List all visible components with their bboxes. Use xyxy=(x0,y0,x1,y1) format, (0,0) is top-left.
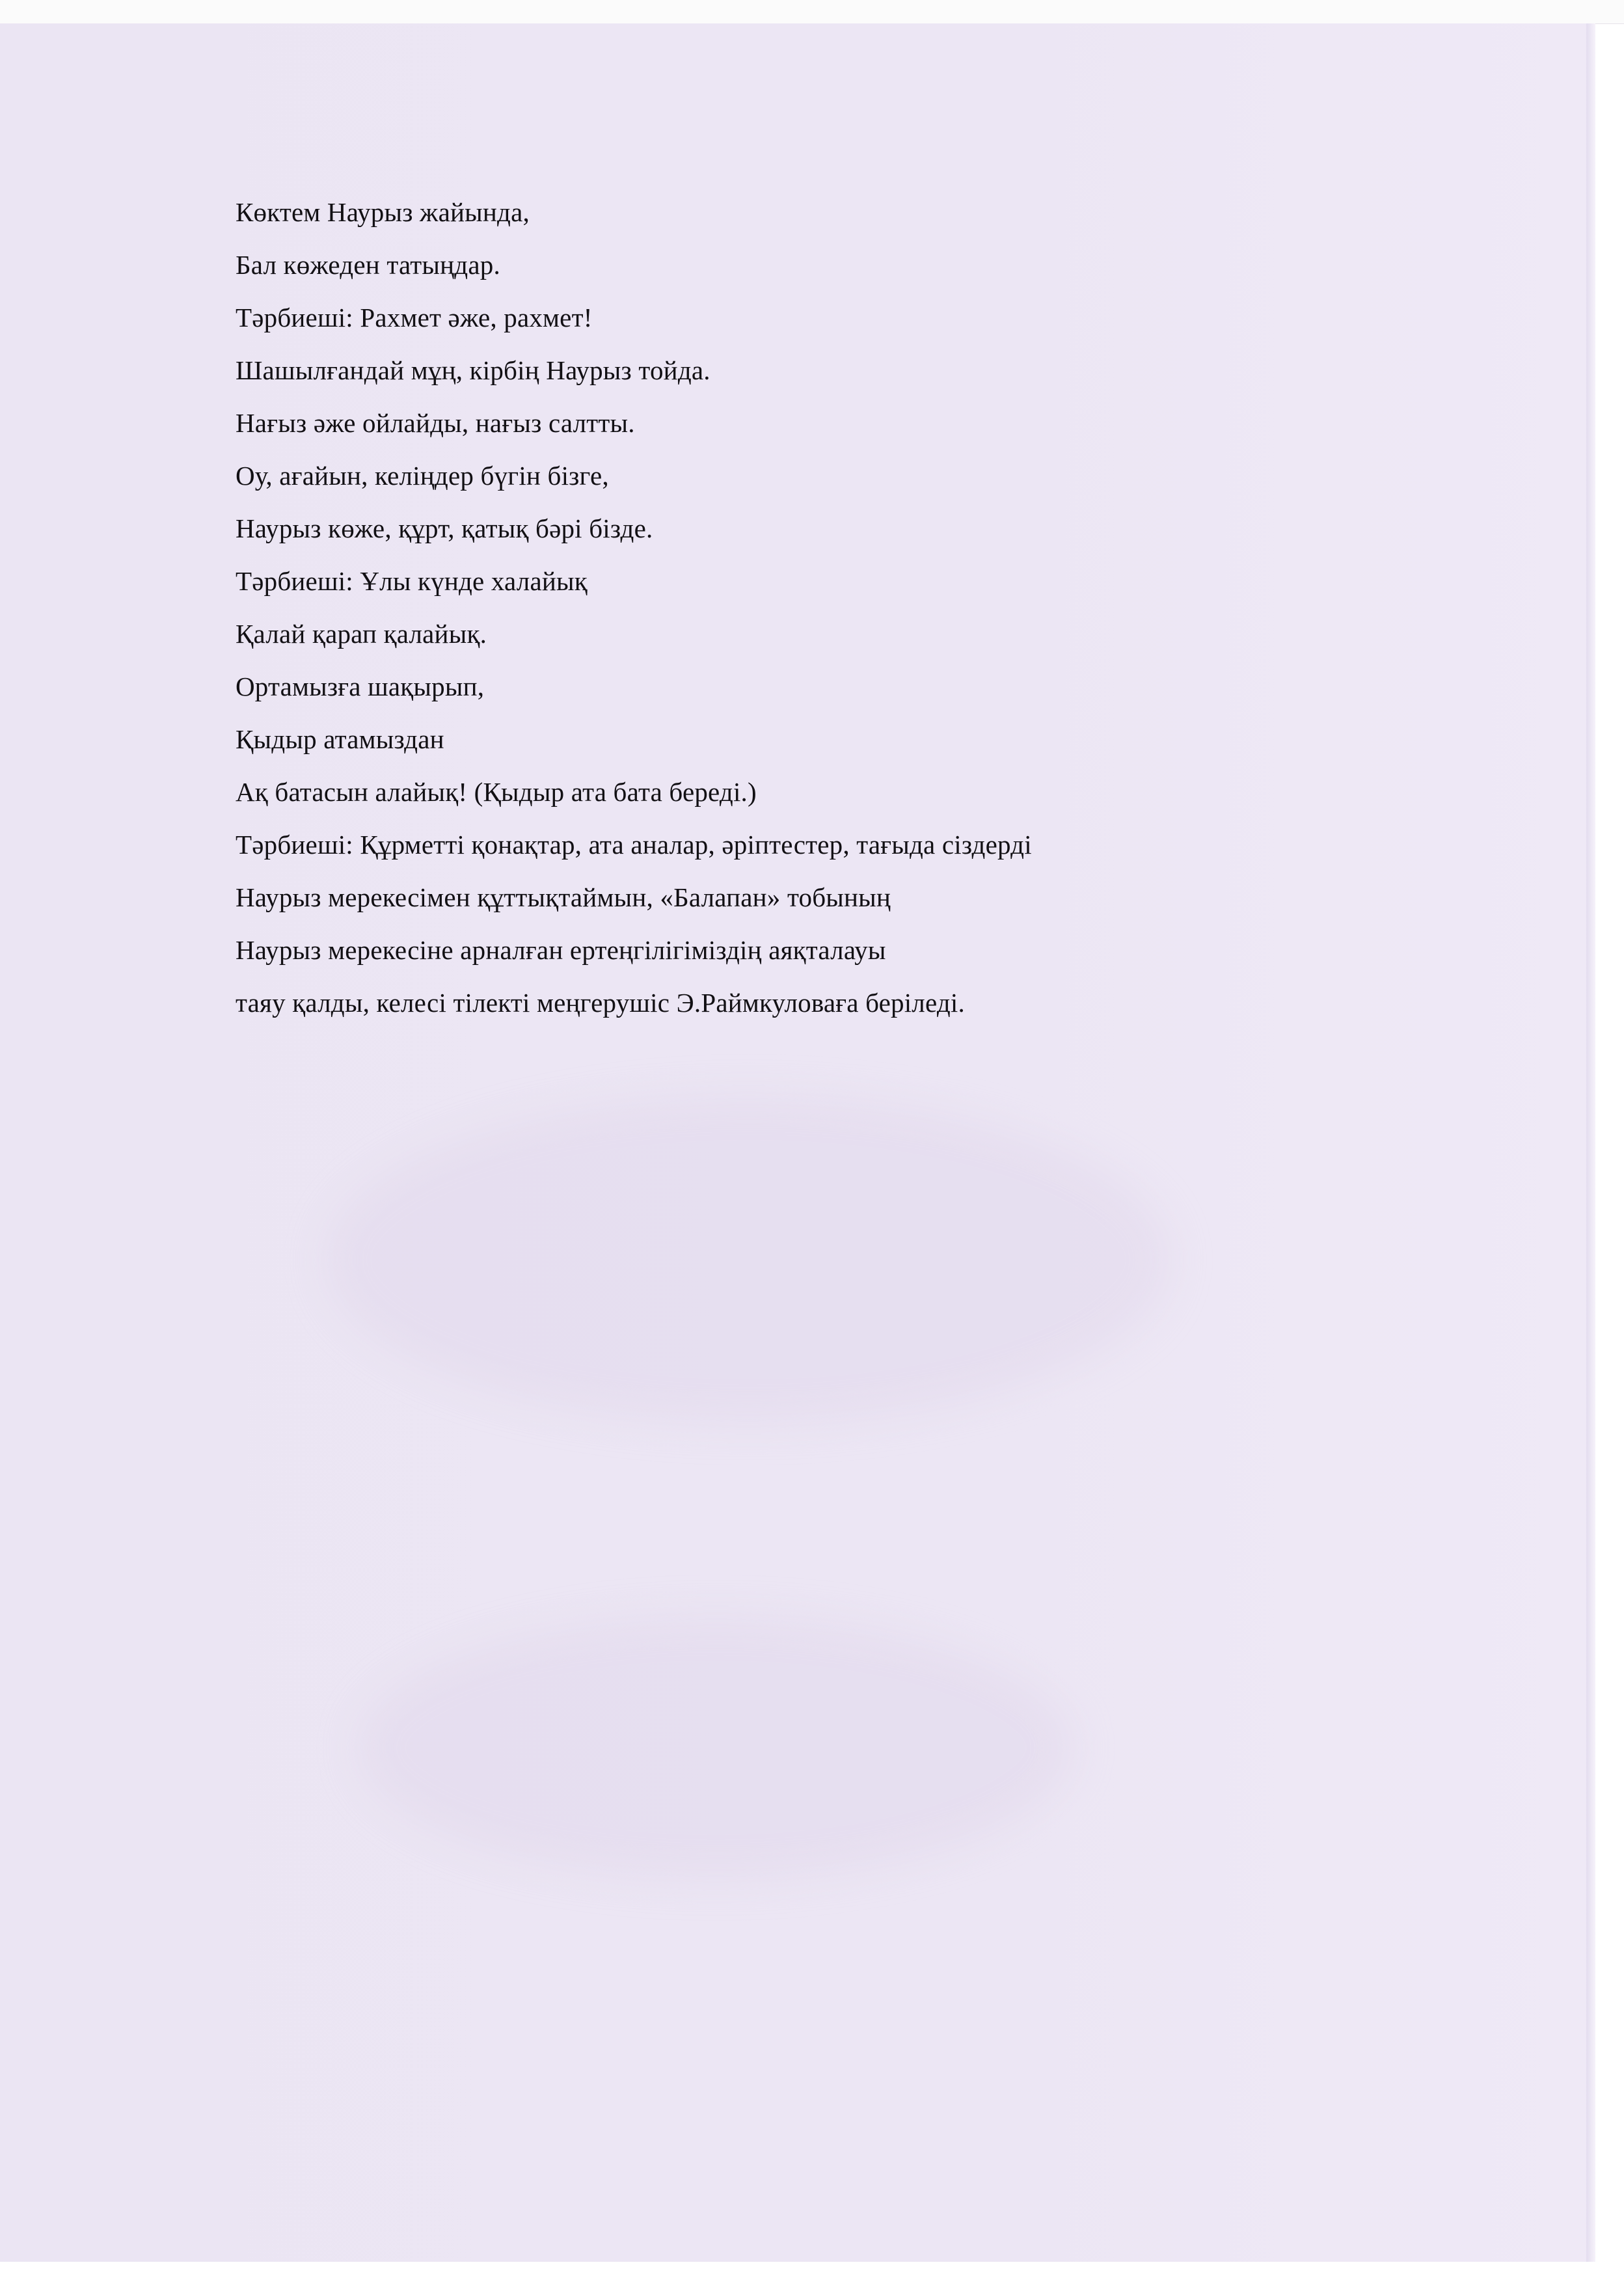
text-line: Нағыз әже ойлайды, нағыз салтты. xyxy=(236,408,635,438)
document-text xyxy=(236,186,1472,1029)
text-line: Шашылғандай мұң, кірбің Наурыз тойда. xyxy=(236,355,710,385)
text-line: Көктем Наурыз жайында, xyxy=(236,197,530,227)
scan-smudge xyxy=(325,1097,1171,1422)
text-line: Наурыз мерекесіне арналған ертеңгілігіміздің аяқталауы xyxy=(236,935,886,965)
page-edge xyxy=(1586,23,1595,2262)
text-line: Ақ батасын алайық! (Қыдыр ата бата береді.) xyxy=(236,777,757,807)
scanned-page xyxy=(0,23,1595,2262)
text-line: Тәрбиеші: Рахмет әже, рахмет! xyxy=(236,303,593,332)
scan-top-margin xyxy=(0,0,1624,24)
scan-smudge xyxy=(358,1618,1074,1878)
text-line: Қыдыр атамыздан xyxy=(236,724,444,754)
text-line: Наурыз көже, құрт, қатық бәрі бізде. xyxy=(236,513,653,543)
text-line: таяу қалды, келесі тілекті меңгерушіс Э.Раймкуловаға беріледі. xyxy=(236,988,965,1018)
text-line: Бал көжеден татыңдар. xyxy=(236,250,500,280)
text-line: Тәрбиеші: Құрметті қонақтар, ата аналар, әріптестер, тағыда сіздерді xyxy=(236,830,1032,860)
text-line: Тәрбиеші: Ұлы күнде халайық xyxy=(236,566,588,596)
text-line: Наурыз мерекесімен құттықтаймын, «Балапан» тобының xyxy=(236,882,891,912)
text-line: Оу, ағайын, келіңдер бүгін бізге, xyxy=(236,461,609,491)
text-line: Ортамызға шақырып, xyxy=(236,672,485,701)
text-line: Қалай қарап қалайық. xyxy=(236,619,487,649)
